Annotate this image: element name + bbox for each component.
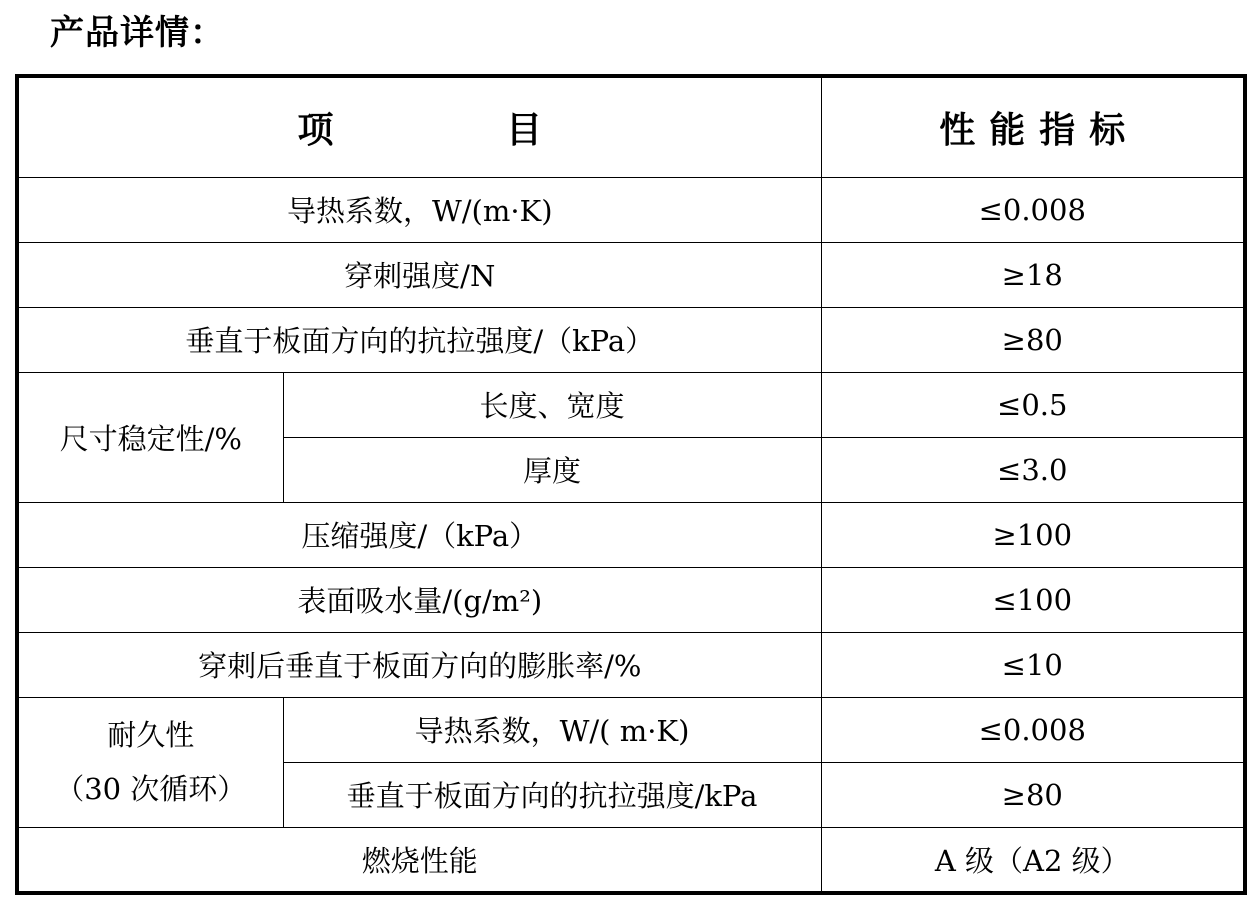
table-row <box>17 177 1245 242</box>
row-label: 穿刺后垂直于板面方向的膨胀率/% <box>17 632 821 697</box>
table-row <box>17 242 1245 307</box>
row-label: 导热系数，W/(m·K) <box>17 177 821 242</box>
group-label-durability <box>17 697 283 827</box>
row-label: 导热系数，W/( m·K) <box>283 697 821 762</box>
table-row <box>17 372 1245 437</box>
row-label: 穿刺强度/N <box>17 242 821 307</box>
table-row <box>17 567 1245 632</box>
header-item: 项 目 <box>17 76 821 177</box>
row-value: ≤0.008 <box>821 177 1245 242</box>
row-value: A 级（A2 级） <box>821 827 1245 893</box>
row-label: 压缩强度/（kPa） <box>17 502 821 567</box>
header-value: 性能指标 <box>821 76 1245 177</box>
row-label: 长度、宽度 <box>283 372 821 437</box>
row-value: ≥80 <box>821 307 1245 372</box>
row-label: 垂直于板面方向的抗拉强度/kPa <box>283 762 821 827</box>
table-row <box>17 827 1245 893</box>
row-value: ≥18 <box>821 242 1245 307</box>
row-value: ≤0.5 <box>821 372 1245 437</box>
table-row <box>17 502 1245 567</box>
row-label: 垂直于板面方向的抗拉强度/（kPa） <box>17 307 821 372</box>
row-label: 厚度 <box>283 437 821 502</box>
row-value: ≤10 <box>821 632 1245 697</box>
row-label: 表面吸水量/(g/m²) <box>17 567 821 632</box>
table-row <box>17 632 1245 697</box>
table-row <box>17 307 1245 372</box>
table-header-row <box>17 76 1245 177</box>
group-label-dimensional-stability: 尺寸稳定性/% <box>17 372 283 502</box>
spec-table <box>15 74 1247 895</box>
group-label-durability-line1: 耐久性 <box>107 718 195 752</box>
row-value: ≤100 <box>821 567 1245 632</box>
row-value: ≥80 <box>821 762 1245 827</box>
group-label-durability-line2: （30 次循环） <box>55 772 247 806</box>
row-value: ≤0.008 <box>821 697 1245 762</box>
table-row <box>17 697 1245 762</box>
page-title: 产品详情： <box>50 13 225 53</box>
row-label: 燃烧性能 <box>17 827 821 893</box>
row-value: ≥100 <box>821 502 1245 567</box>
row-value: ≤3.0 <box>821 437 1245 502</box>
